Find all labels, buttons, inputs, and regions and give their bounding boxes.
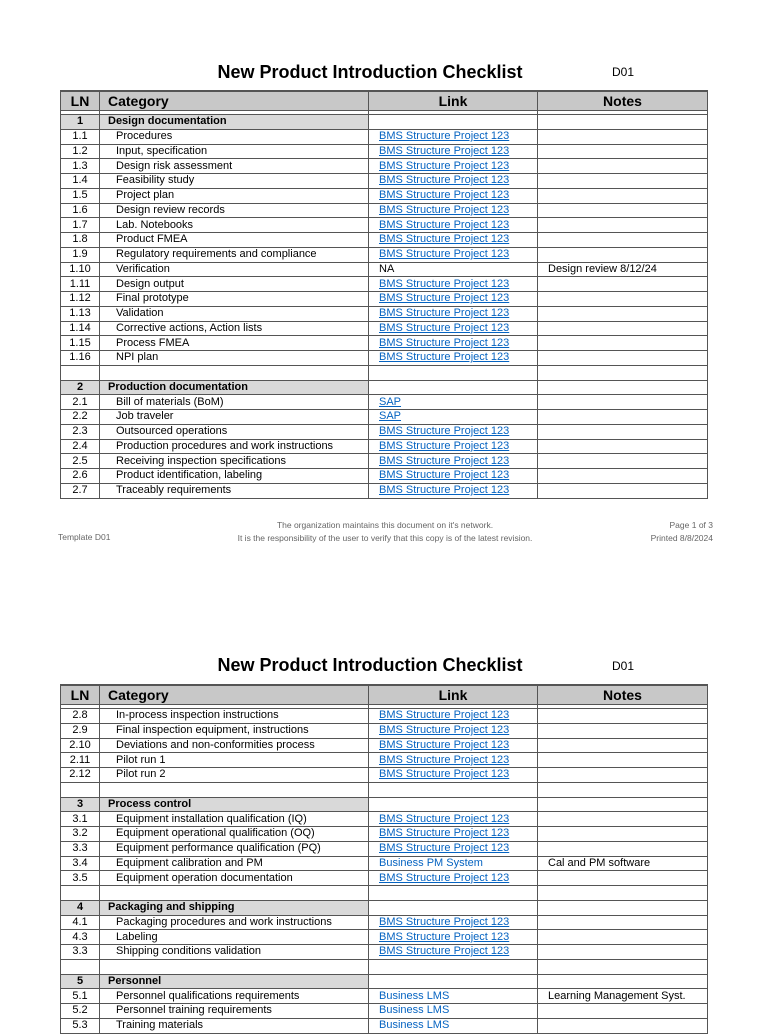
document-link[interactable]: Business LMS — [369, 1018, 538, 1033]
document-link[interactable]: BMS Structure Project 123 — [369, 321, 538, 336]
section-number: 1 — [61, 115, 100, 130]
category-cell: Labeling — [100, 930, 369, 945]
blank-cell — [538, 782, 708, 797]
section-title: Production documentation — [100, 380, 369, 395]
category-cell: Design review records — [100, 203, 369, 218]
blank-cell — [369, 959, 538, 974]
category-cell: Receiving inspection specifications — [100, 454, 369, 469]
category-cell: Product FMEA — [100, 233, 369, 248]
notes-cell — [538, 144, 708, 159]
category-cell: Equipment operational qualification (OQ) — [100, 827, 369, 842]
document-link[interactable]: BMS Structure Project 123 — [369, 306, 538, 321]
document-link[interactable]: BMS Structure Project 123 — [369, 709, 538, 724]
notes-cell — [538, 159, 708, 174]
blank-cell — [538, 797, 708, 812]
notes-cell — [538, 945, 708, 960]
checklist-table — [60, 90, 708, 499]
category-cell: Feasibility study — [100, 174, 369, 189]
category-cell: Equipment performance qualification (PQ) — [100, 841, 369, 856]
blank-cell — [369, 797, 538, 812]
blank-cell — [538, 900, 708, 915]
blank-cell — [538, 959, 708, 974]
document-link[interactable]: BMS Structure Project 123 — [369, 336, 538, 351]
line-number: 1.7 — [61, 218, 100, 233]
document-link[interactable]: BMS Structure Project 123 — [369, 159, 538, 174]
table-row — [61, 218, 708, 233]
notes-cell — [538, 188, 708, 203]
blank-row — [61, 365, 708, 380]
table-row — [61, 439, 708, 454]
notes-cell — [538, 768, 708, 783]
category-cell: Final inspection equipment, instructions — [100, 723, 369, 738]
line-number: 1.4 — [61, 174, 100, 189]
notes-cell — [538, 841, 708, 856]
category-cell: Procedures — [100, 129, 369, 144]
category-cell: Regulatory requirements and compliance — [100, 247, 369, 262]
line-number: 3.3 — [61, 841, 100, 856]
document-link[interactable]: BMS Structure Project 123 — [369, 827, 538, 842]
table-row — [61, 945, 708, 960]
category-cell: Bill of materials (BoM) — [100, 395, 369, 410]
category-cell: Lab. Notebooks — [100, 218, 369, 233]
section-title: Process control — [100, 797, 369, 812]
notes-cell — [538, 930, 708, 945]
blank-cell — [369, 886, 538, 901]
page-title: New Product Introduction Checklist — [217, 655, 523, 675]
blank-cell — [369, 900, 538, 915]
notes-cell — [538, 469, 708, 484]
blank-cell — [100, 782, 369, 797]
header-row — [61, 91, 708, 111]
line-number: 1.5 — [61, 188, 100, 203]
blank-row — [61, 959, 708, 974]
table-row — [61, 351, 708, 366]
category-cell: Equipment operation documentation — [100, 871, 369, 886]
document-link[interactable]: SAP — [369, 410, 538, 425]
blank-cell — [538, 365, 708, 380]
category-cell: Validation — [100, 306, 369, 321]
section-row — [61, 380, 708, 395]
document-link[interactable]: BMS Structure Project 123 — [369, 915, 538, 930]
category-cell: Input, specification — [100, 144, 369, 159]
table-row — [61, 233, 708, 248]
table-row — [61, 262, 708, 277]
notes-cell — [538, 709, 708, 724]
line-number: 3.3 — [61, 945, 100, 960]
blank-cell — [100, 886, 369, 901]
table-row — [61, 709, 708, 724]
blank-cell — [61, 886, 100, 901]
link-cell-text: NA — [369, 262, 538, 277]
notes-cell — [538, 129, 708, 144]
line-number: 5.3 — [61, 1018, 100, 1033]
document-link[interactable]: BMS Structure Project 123 — [369, 930, 538, 945]
table-row — [61, 827, 708, 842]
footer-printed-date: Printed 8/8/2024 — [650, 533, 713, 543]
header-ln: LN — [61, 685, 100, 705]
line-number: 1.14 — [61, 321, 100, 336]
table-row — [61, 871, 708, 886]
blank-cell — [61, 365, 100, 380]
notes-cell — [538, 233, 708, 248]
header-ln: LN — [61, 91, 100, 111]
line-number: 4.1 — [61, 915, 100, 930]
header-notes: Notes — [538, 91, 708, 111]
table-row — [61, 989, 708, 1004]
document-link[interactable]: BMS Structure Project 123 — [369, 768, 538, 783]
line-number: 1.16 — [61, 351, 100, 366]
document-id: D01 — [612, 659, 635, 673]
line-number: 1.12 — [61, 292, 100, 307]
notes-cell — [538, 351, 708, 366]
table-row — [61, 306, 708, 321]
table-row — [61, 469, 708, 484]
document-link[interactable]: BMS Structure Project 123 — [369, 233, 538, 248]
category-cell: Job traveler — [100, 410, 369, 425]
document-link[interactable]: BMS Structure Project 123 — [369, 218, 538, 233]
notes-cell — [538, 454, 708, 469]
line-number: 2.10 — [61, 738, 100, 753]
notes-cell — [538, 812, 708, 827]
category-cell: Equipment calibration and PM — [100, 856, 369, 871]
blank-row — [61, 886, 708, 901]
document-link[interactable]: BMS Structure Project 123 — [369, 945, 538, 960]
category-cell: Outsourced operations — [100, 424, 369, 439]
section-row — [61, 115, 708, 130]
section-title: Packaging and shipping — [100, 900, 369, 915]
checklist-table — [60, 684, 708, 1034]
notes-cell — [538, 395, 708, 410]
notes-cell — [538, 277, 708, 292]
line-number: 2.5 — [61, 454, 100, 469]
document-link[interactable]: BMS Structure Project 123 — [369, 129, 538, 144]
footer-page-number: Page 1 of 3 — [669, 520, 713, 530]
section-row — [61, 797, 708, 812]
line-number: 1.2 — [61, 144, 100, 159]
line-number: 2.2 — [61, 410, 100, 425]
table-row — [61, 144, 708, 159]
line-number: 1.8 — [61, 233, 100, 248]
table-row — [61, 841, 708, 856]
section-title: Personnel — [100, 974, 369, 989]
category-cell: NPI plan — [100, 351, 369, 366]
notes-cell — [538, 738, 708, 753]
document-link[interactable]: BMS Structure Project 123 — [369, 203, 538, 218]
document-link[interactable]: BMS Structure Project 123 — [369, 424, 538, 439]
category-cell: Final prototype — [100, 292, 369, 307]
notes-cell — [538, 753, 708, 768]
line-number: 1.6 — [61, 203, 100, 218]
document-link[interactable]: SAP — [369, 395, 538, 410]
document-link[interactable]: BMS Structure Project 123 — [369, 174, 538, 189]
notes-cell — [538, 203, 708, 218]
category-cell: Traceably requirements — [100, 483, 369, 498]
category-cell: Process FMEA — [100, 336, 369, 351]
section-number: 5 — [61, 974, 100, 989]
document-link[interactable]: Business LMS — [369, 989, 538, 1004]
notes-cell — [538, 306, 708, 321]
header-category: Category — [100, 91, 369, 111]
line-number: 2.6 — [61, 469, 100, 484]
notes-cell — [538, 1004, 708, 1019]
notes-cell — [538, 336, 708, 351]
category-cell: Personnel training requirements — [100, 1004, 369, 1019]
document-link[interactable]: BMS Structure Project 123 — [369, 812, 538, 827]
line-number: 2.1 — [61, 395, 100, 410]
notes-cell — [538, 1018, 708, 1033]
section-row — [61, 974, 708, 989]
notes-cell — [538, 827, 708, 842]
table-row — [61, 277, 708, 292]
category-cell: Corrective actions, Action lists — [100, 321, 369, 336]
blank-cell — [369, 782, 538, 797]
blank-cell — [369, 115, 538, 130]
notes-cell — [538, 915, 708, 930]
category-cell: Personnel qualifications requirements — [100, 989, 369, 1004]
section-number: 4 — [61, 900, 100, 915]
notes-cell — [538, 424, 708, 439]
category-cell: Equipment installation qualification (IQ) — [100, 812, 369, 827]
table-row — [61, 292, 708, 307]
header-category: Category — [100, 685, 369, 705]
document-link[interactable]: BMS Structure Project 123 — [369, 871, 538, 886]
table-row — [61, 188, 708, 203]
table-row — [61, 812, 708, 827]
line-number: 3.4 — [61, 856, 100, 871]
line-number: 3.1 — [61, 812, 100, 827]
category-cell: Design output — [100, 277, 369, 292]
document-link[interactable]: BMS Structure Project 123 — [369, 454, 538, 469]
document-link[interactable]: BMS Structure Project 123 — [369, 483, 538, 498]
section-number: 3 — [61, 797, 100, 812]
notes-cell — [538, 247, 708, 262]
line-number: 4.3 — [61, 930, 100, 945]
table-row — [61, 723, 708, 738]
category-cell: Packaging procedures and work instructions — [100, 915, 369, 930]
blank-row — [61, 782, 708, 797]
category-cell: Training materials — [100, 1018, 369, 1033]
footer-center-line-1: The organization maintains this document on it's network. — [276, 520, 494, 530]
blank-cell — [61, 782, 100, 797]
category-cell: Pilot run 2 — [100, 768, 369, 783]
table-row — [61, 247, 708, 262]
table-row — [61, 1018, 708, 1033]
document-link[interactable]: BMS Structure Project 123 — [369, 439, 538, 454]
blank-cell — [369, 365, 538, 380]
document-link[interactable]: BMS Structure Project 123 — [369, 351, 538, 366]
line-number: 2.7 — [61, 483, 100, 498]
document-link[interactable]: BMS Structure Project 123 — [369, 277, 538, 292]
document-link[interactable]: BMS Structure Project 123 — [369, 292, 538, 307]
table-row — [61, 915, 708, 930]
category-cell: Project plan — [100, 188, 369, 203]
table-row — [61, 336, 708, 351]
blank-cell — [100, 365, 369, 380]
notes-cell — [538, 439, 708, 454]
table-row — [61, 203, 708, 218]
line-number: 2.3 — [61, 424, 100, 439]
category-cell: Deviations and non-conformities process — [100, 738, 369, 753]
blank-cell — [538, 115, 708, 130]
table-body — [61, 705, 708, 1034]
document-link[interactable]: BMS Structure Project 123 — [369, 188, 538, 203]
document-link[interactable]: BMS Structure Project 123 — [369, 469, 538, 484]
table-row — [61, 738, 708, 753]
table-row — [61, 424, 708, 439]
line-number: 1.11 — [61, 277, 100, 292]
section-title: Design documentation — [100, 115, 369, 130]
notes-cell — [538, 410, 708, 425]
line-number: 2.12 — [61, 768, 100, 783]
document-link[interactable]: BMS Structure Project 123 — [369, 144, 538, 159]
header-notes: Notes — [538, 685, 708, 705]
header-row — [61, 685, 708, 705]
table-row — [61, 129, 708, 144]
footer-left: Template D01 — [58, 532, 111, 542]
document-link[interactable]: BMS Structure Project 123 — [369, 841, 538, 856]
line-number: 2.11 — [61, 753, 100, 768]
table-row — [61, 768, 708, 783]
notes-cell — [538, 723, 708, 738]
table-row — [61, 1004, 708, 1019]
line-number: 2.8 — [61, 709, 100, 724]
notes-cell — [538, 321, 708, 336]
line-number: 1.13 — [61, 306, 100, 321]
line-number: 3.5 — [61, 871, 100, 886]
line-number: 2.9 — [61, 723, 100, 738]
table-row — [61, 410, 708, 425]
table-row — [61, 483, 708, 498]
blank-cell — [538, 886, 708, 901]
blank-cell — [538, 974, 708, 989]
line-number: 5.1 — [61, 989, 100, 1004]
table-row — [61, 454, 708, 469]
notes-cell — [538, 218, 708, 233]
line-number: 1.1 — [61, 129, 100, 144]
notes-cell — [538, 871, 708, 886]
document-link[interactable]: BMS Structure Project 123 — [369, 753, 538, 768]
category-cell: Design risk assessment — [100, 159, 369, 174]
blank-cell — [369, 380, 538, 395]
notes-cell — [538, 292, 708, 307]
notes-cell: Learning Management Syst. — [538, 989, 708, 1004]
document-link[interactable]: BMS Structure Project 123 — [369, 738, 538, 753]
table-row — [61, 174, 708, 189]
table-row — [61, 930, 708, 945]
category-cell: In-process inspection instructions — [100, 709, 369, 724]
line-number: 5.2 — [61, 1004, 100, 1019]
blank-cell — [369, 974, 538, 989]
category-cell: Pilot run 1 — [100, 753, 369, 768]
header-link: Link — [369, 685, 538, 705]
notes-cell: Design review 8/12/24 — [538, 262, 708, 277]
blank-cell — [538, 380, 708, 395]
section-row — [61, 900, 708, 915]
table-row — [61, 321, 708, 336]
table-row — [61, 159, 708, 174]
footer-center-line-2: It is the responsibility of the user to verify that this copy is of the latest revision. — [237, 533, 533, 543]
line-number: 1.9 — [61, 247, 100, 262]
document-link[interactable]: Business PM System — [369, 856, 538, 871]
table-body — [61, 111, 708, 499]
table-row — [61, 395, 708, 410]
header-link: Link — [369, 91, 538, 111]
page-title: New Product Introduction Checklist — [217, 62, 523, 82]
line-number: 1.3 — [61, 159, 100, 174]
line-number: 1.15 — [61, 336, 100, 351]
notes-cell — [538, 174, 708, 189]
notes-cell: Cal and PM software — [538, 856, 708, 871]
line-number: 1.10 — [61, 262, 100, 277]
line-number: 2.4 — [61, 439, 100, 454]
document-link[interactable]: Business LMS — [369, 1004, 538, 1019]
blank-cell — [61, 959, 100, 974]
category-cell: Production procedures and work instructions — [100, 439, 369, 454]
blank-cell — [100, 959, 369, 974]
notes-cell — [538, 483, 708, 498]
line-number: 3.2 — [61, 827, 100, 842]
table-row — [61, 856, 708, 871]
category-cell: Product identification, labeling — [100, 469, 369, 484]
document-link[interactable]: BMS Structure Project 123 — [369, 247, 538, 262]
document-id: D01 — [612, 65, 635, 79]
document-link[interactable]: BMS Structure Project 123 — [369, 723, 538, 738]
category-cell: Verification — [100, 262, 369, 277]
category-cell: Shipping conditions validation — [100, 945, 369, 960]
table-row — [61, 753, 708, 768]
section-number: 2 — [61, 380, 100, 395]
